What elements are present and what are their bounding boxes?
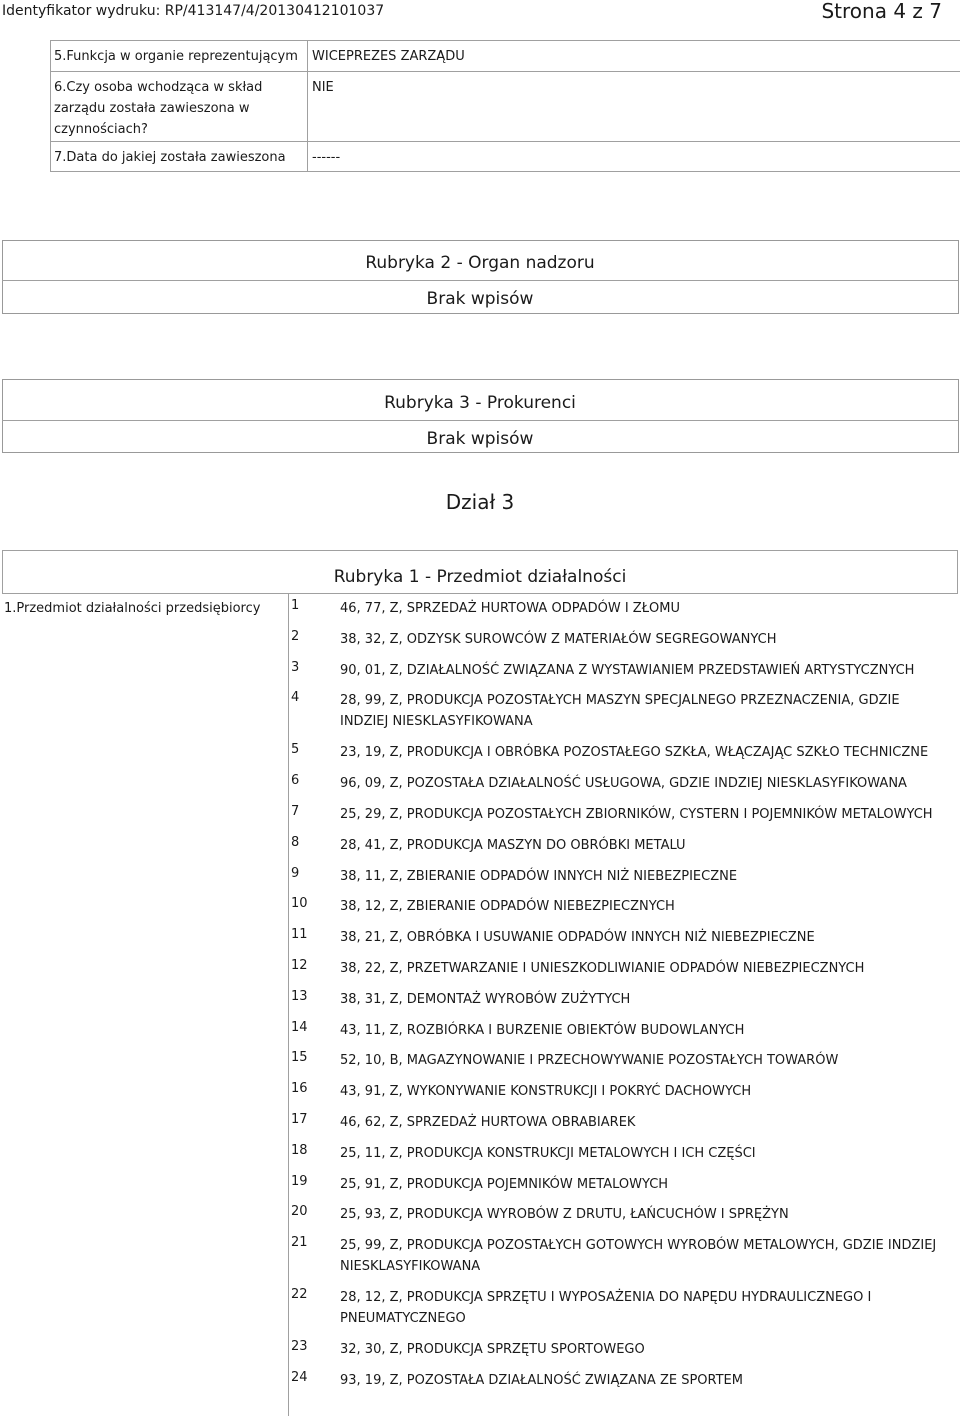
item-description-line: 43, 91, Z, WYKONYWANIE KONSTRUKCJI I POKRYĆ DACHOWYCH [340,1084,752,1100]
item-description [340,1370,952,1391]
row6-label-line: czynnościach? [54,122,148,137]
item-number: 18 [291,1142,308,1158]
item-number: 1 [291,598,300,613]
item-description-line: 25, 91, Z, PRODUKCJA POJEMNIKÓW METALOWYCH [340,1176,669,1192]
item-number: 17 [291,1112,308,1127]
page-number: Strona 4 z 7 [821,0,942,23]
item-number: 12 [291,958,308,973]
item-description [340,660,952,681]
divider [50,40,960,41]
divider [2,420,958,421]
divider [50,171,960,172]
item-description-line: 38, 31, Z, DEMONTAŻ WYROBÓW ZUŻYTYCH [340,991,631,1007]
item-number: 22 [291,1287,308,1303]
rubryka3-title: Rubryka 3 - Prokurenci [384,393,576,413]
item-description [340,927,952,948]
item-number: 9 [291,865,300,881]
row6-label-line: zarządu została zawieszona w [54,101,250,116]
item-description [340,804,952,825]
divider [50,141,960,142]
item-description-line: 52, 10, B, MAGAZYNOWANIE I PRZECHOWYWANIE POZOSTAŁYCH TOWARÓW [340,1053,839,1069]
rubryka2-empty: Brak wpisów [426,289,534,309]
row7-label: 7.Data do jakiej została zawieszona [54,150,286,165]
item-number: 4 [291,690,300,706]
rubryka3-empty: Brak wpisów [426,429,534,449]
row6-label-line: 6.Czy osoba wchodząca w skład [54,80,263,95]
item-description [340,629,952,650]
item-description [340,1204,952,1225]
item-description-line: NIESKLASYFIKOWANA [340,1259,481,1275]
item-description [340,835,952,856]
item-description [340,1339,952,1360]
divider [2,550,958,551]
item-description-line: 90, 01, Z, DZIAŁALNOŚĆ ZWIĄZANA Z WYSTAWIANIEM PRZEDSTAWIEŃ ARTYSTYCZNYCH [340,662,915,678]
divider [288,593,289,1416]
item-description-line: 25, 29, Z, PRODUKCJA POZOSTAŁYCH ZBIORNIKÓW, CYSTERN I POJEMNIKÓW METALOWYCH [340,807,933,822]
row5-label: 5.Funkcja w organie reprezentującym [54,49,298,64]
row7-value: ------ [312,150,341,165]
item-description-line: 28, 41, Z, PRODUKCJA MASZYN DO OBRÓBKI METALU [340,837,686,853]
item-description [340,742,952,763]
item-description [340,1143,952,1164]
item-number: 15 [291,1050,308,1066]
field-label: 1.Przedmiot działalności przedsiębiorcy [4,601,261,616]
item-description [340,1050,952,1071]
row6-label [54,77,262,140]
item-number: 10 [291,896,308,912]
item-description-line: 38, 21, Z, OBRÓBKA I USUWANIE ODPADÓW INNYCH NIŻ NIEBEZPIECZNE [340,930,815,946]
divider [50,40,51,172]
item-description-line: 38, 32, Z, ODZYSK SUROWCÓW Z MATERIAŁÓW SEGREGOWANYCH [340,631,777,647]
item-description-line: 25, 99, Z, PRODUKCJA POZOSTAŁYCH GOTOWYCH WYROBÓW METALOWYCH, GDZIE INDZIEJ [340,1238,937,1254]
rubryka2-title: Rubryka 2 - Organ nadzoru [365,253,595,273]
section-title: Dział 3 [445,490,515,514]
divider [2,280,958,281]
item-number: 20 [291,1204,308,1220]
item-number: 21 [291,1235,308,1251]
row5-value: WICEPREZES ZARZĄDU [312,49,465,64]
item-description-line: 38, 22, Z, PRZETWARZANIE I UNIESZKODLIWIANIE ODPADÓW NIEBEZPIECZNYCH [340,961,865,976]
item-description [340,896,952,917]
item-description-line: 23, 19, Z, PRODUKCJA I OBRÓBKA POZOSTAŁEGO SZKŁA, WŁĄCZAJĄC SZKŁO TECHNICZNE [340,745,929,761]
item-number: 7 [291,804,300,819]
item-number: 19 [291,1173,308,1189]
item-description [340,598,952,619]
item-description-line: 43, 11, Z, ROZBIÓRKA I BURZENIE OBIEKTÓW BUDOWLANYCH [340,1022,745,1038]
item-number: 23 [291,1339,308,1355]
item-description-line: 38, 12, Z, ZBIERANIE ODPADÓW NIEBEZPIECZNYCH [340,899,675,915]
item-number: 13 [291,988,308,1004]
item-description [340,1112,952,1133]
item-number: 8 [291,834,300,850]
item-number: 24 [291,1370,308,1385]
item-number: 14 [291,1019,308,1035]
item-number: 3 [291,659,300,675]
item-description-line: PNEUMATYCZNEGO [340,1311,466,1327]
divider [307,40,308,172]
item-description [340,1020,952,1041]
page-header [0,0,960,28]
item-description-line: 25, 11, Z, PRODUKCJA KONSTRUKCJI METALOWYCH I ICH CZĘŚCI [340,1145,756,1161]
item-number: 11 [291,927,308,943]
item-description [340,958,952,979]
item-description [340,1287,952,1329]
item-description-line: 46, 77, Z, SPRZEDAŻ HURTOWA ODPADÓW I ZŁOMU [340,601,680,616]
item-description [340,773,952,794]
item-description [340,1235,952,1277]
item-description-line: 28, 99, Z, PRODUKCJA POZOSTAŁYCH MASZYN SPECJALNEGO PRZEZNACZENIA, GDZIE [340,693,900,709]
divider [2,593,958,594]
item-description [340,690,952,732]
item-number: 2 [291,628,300,644]
item-description-line: 96, 09, Z, POZOSTAŁA DZIAŁALNOŚĆ USŁUGOWA, GDZIE INDZIEJ NIESKLASYFIKOWANA [340,776,907,792]
divider [50,71,960,72]
item-description-line: 25, 93, Z, PRODUKCJA WYROBÓW Z DRUTU, ŁAŃCUCHÓW I SPRĘŻYN [340,1207,789,1223]
item-description [340,866,952,887]
item-description-line: 28, 12, Z, PRODUKCJA SPRZĘTU I WYPOSAŻENIA DO NAPĘDU HYDRAULICZNEGO I [340,1290,872,1306]
rubryka1-title: Rubryka 1 - Przedmiot działalności [333,567,627,587]
row6-value: NIE [312,80,334,95]
item-description [340,989,952,1010]
item-description-line: 32, 30, Z, PRODUKCJA SPRZĘTU SPORTOWEGO [340,1342,645,1358]
item-description-line: 93, 19, Z, POZOSTAŁA DZIAŁALNOŚĆ ZWIĄZANA ZE SPORTEM [340,1373,743,1388]
item-description-line: 46, 62, Z, SPRZEDAŻ HURTOWA OBRABIAREK [340,1115,636,1130]
item-number: 16 [291,1081,308,1097]
item-description-line: INDZIEJ NIESKLASYFIKOWANA [340,714,533,730]
item-description [340,1081,952,1102]
item-description-line: 38, 11, Z, ZBIERANIE ODPADÓW INNYCH NIŻ NIEBEZPIECZNE [340,868,738,884]
item-number: 5 [291,742,300,758]
item-description [340,1174,952,1195]
print-identifier: Identyfikator wydruku: RP/413147/4/20130412101037 [2,3,385,19]
item-number: 6 [291,773,300,789]
